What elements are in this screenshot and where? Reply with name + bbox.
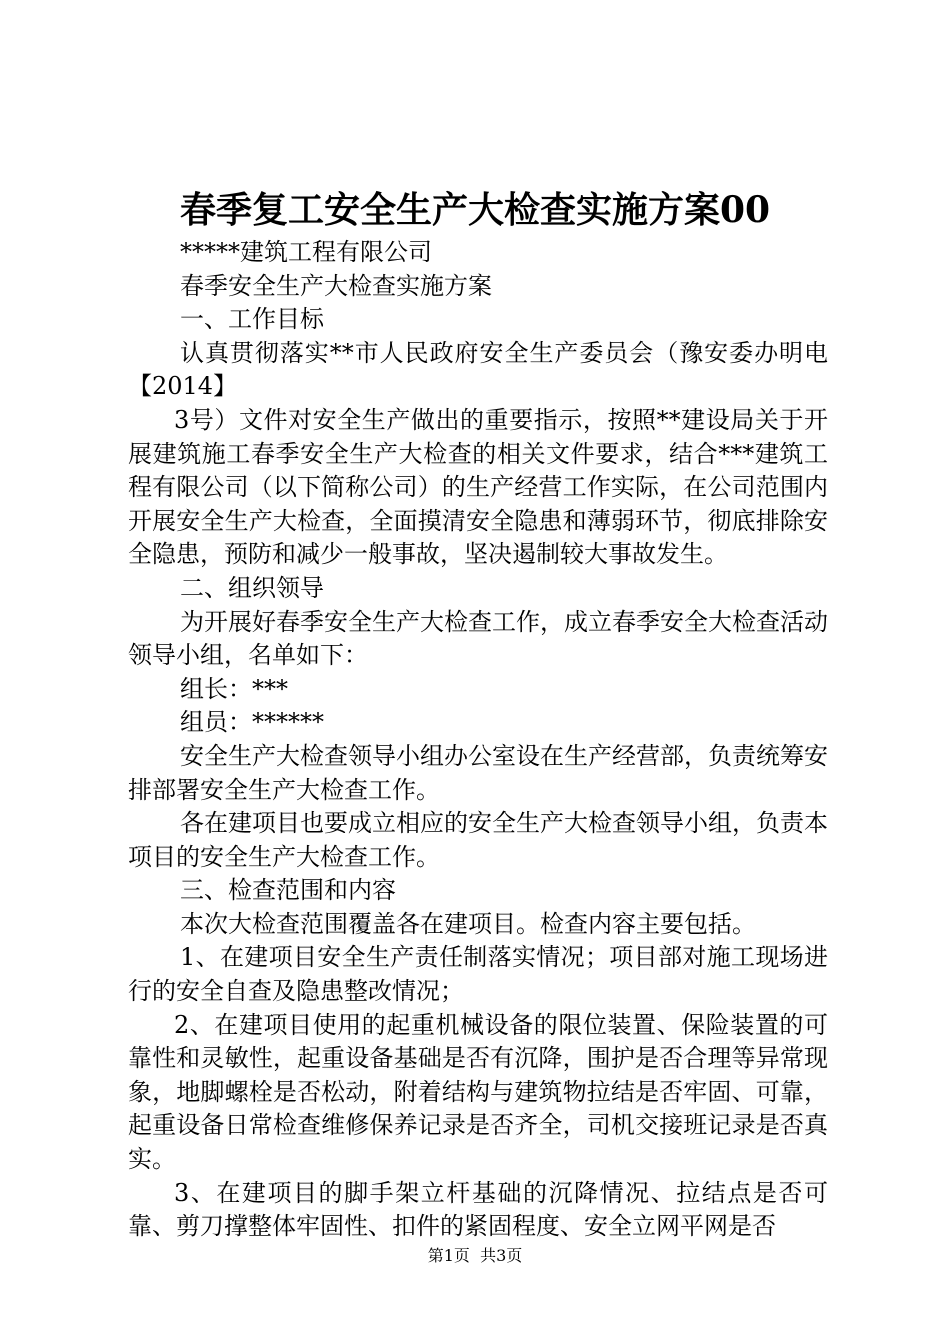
- paragraph: 认真贯彻落实**市人民政府安全生产委员会（豫安委办明电【2014】: [128, 338, 828, 401]
- document-body: [128, 236, 828, 1244]
- paragraph: 安全生产大检查领导小组办公室设在生产经营部，负责统筹安排部署安全生产大检查工作。: [128, 741, 828, 804]
- section-heading-organization: 二、组织领导: [180, 573, 324, 602]
- paragraph-team-members: 组员：******: [180, 708, 324, 737]
- company-name-line: *****建筑工程有限公司: [180, 238, 432, 266]
- paragraph-team-leader: 组长：***: [180, 674, 288, 703]
- paragraph: 3号）文件对安全生产做出的重要指示，按照**建设局关于开展建筑施工春季安全生产大检查的相关文件要求，结合***建筑工程有限公司（以下简称公司）的生产经营工作实际，在公司范围内开展安全生产大检查，全面摸清安全隐患和薄弱环节，彻底排除安全隐患，预防和减少一般事故，坚决遏制较大事故发生。: [128, 405, 828, 569]
- page-footer: 第1页 共3页: [427, 1246, 523, 1265]
- list-item: 1、在建项目安全生产责任制落实情况；项目部对施工现场进行的安全自查及隐患整改情况；: [128, 943, 828, 1006]
- list-item: 2、在建项目使用的起重机械设备的限位装置、保险装置的可靠性和灵敏性，起重设备基础是否有沉降，围护是否合理等异常现象，地脚螺栓是否松动，附着结构与建筑物拉结是否牢固、可靠，起重设备日常检查维修保养记录是否齐全，司机交接班记录是否真实。: [128, 1010, 828, 1174]
- list-item: 3、在建项目的脚手架立杆基础的沉降情况、拉结点是否可靠、剪刀撑整体牢固性、扣件的紧固程度、安全立网平网是否: [128, 1178, 828, 1241]
- document-title: 春季复工安全生产大检查实施方案00: [179, 189, 771, 231]
- paragraph: 各在建项目也要成立相应的安全生产大检查领导小组，负责本项目的安全生产大检查工作。: [128, 809, 828, 871]
- paragraph: 本次大检查范围覆盖各在建项目。检查内容主要包括。: [180, 909, 756, 938]
- section-heading-scope: 三、检查范围和内容: [180, 876, 396, 905]
- section-heading-goals: 一、工作目标: [180, 305, 324, 334]
- paragraph: 为开展好春季安全生产大检查工作，成立春季安全大检查活动领导小组，名单如下：: [128, 607, 828, 670]
- plan-subtitle: 春季安全生产大检查实施方案: [180, 271, 492, 300]
